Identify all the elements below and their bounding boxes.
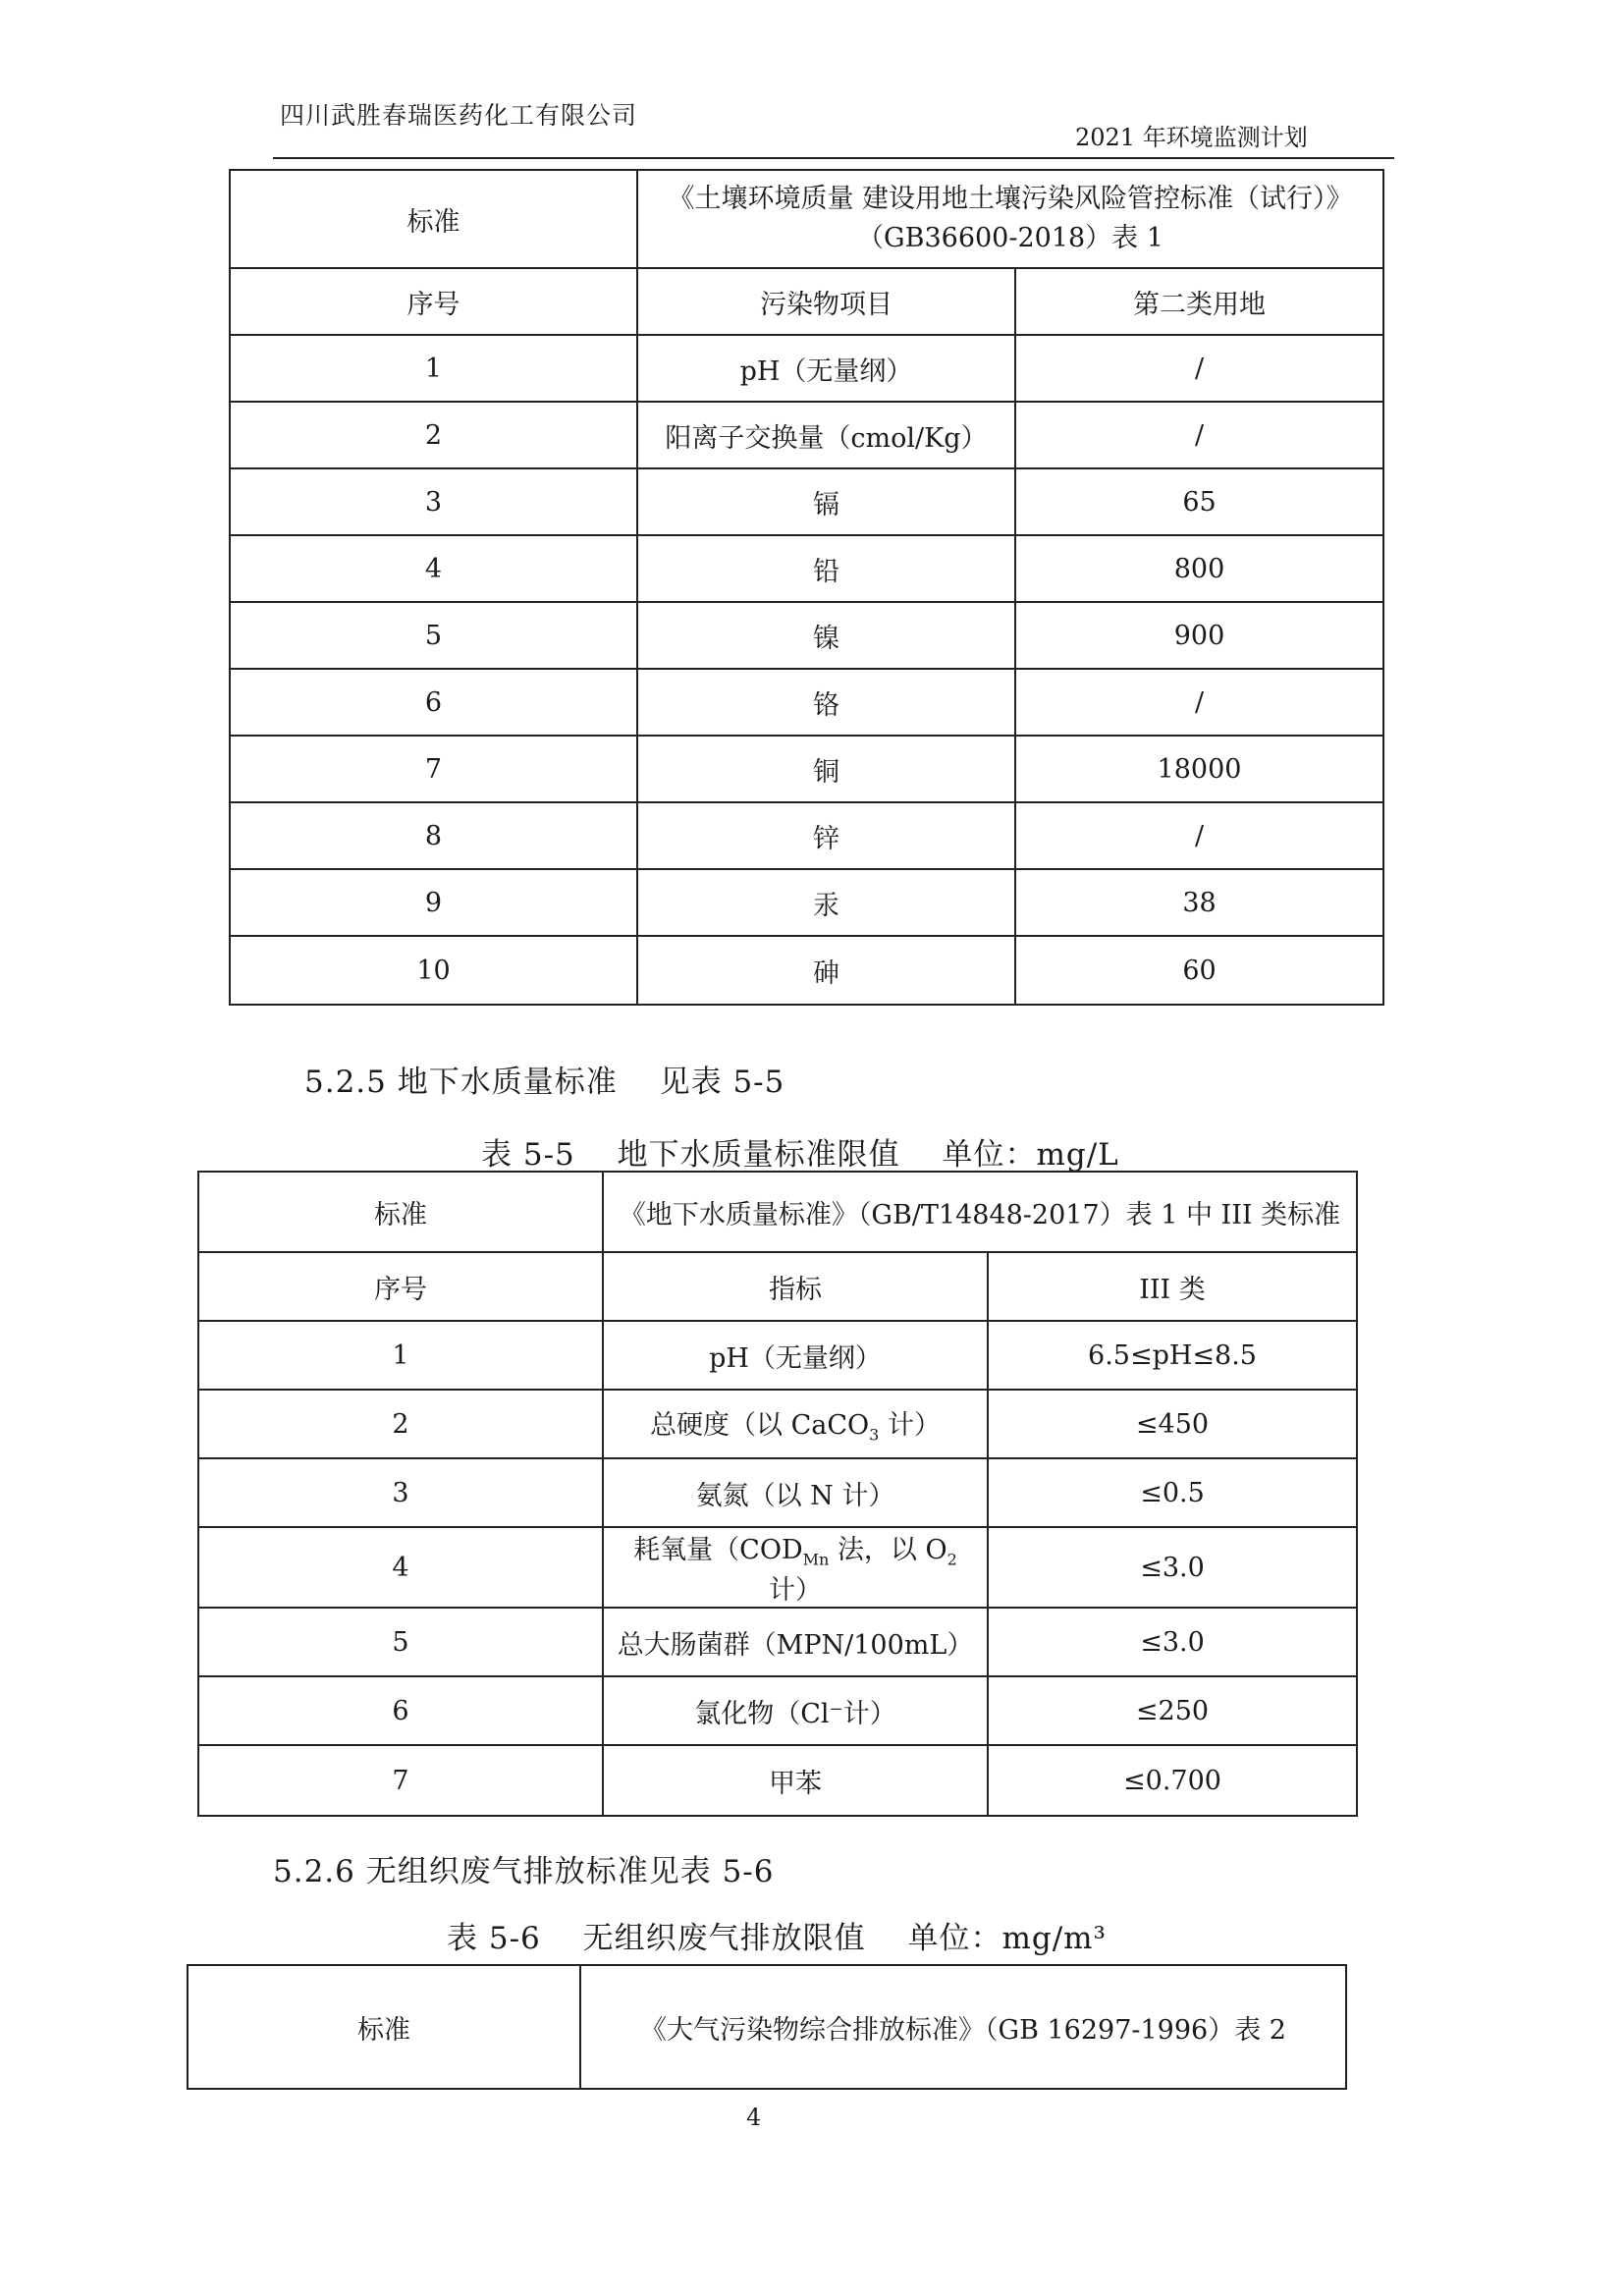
- row-value: 6.5≤pH≤8.5: [988, 1321, 1357, 1390]
- table-row: [230, 602, 1383, 669]
- standard-label: 标准: [230, 170, 637, 268]
- column-header-item: 指标: [603, 1252, 988, 1321]
- row-no: 3: [230, 468, 637, 535]
- table-row: [230, 170, 1383, 268]
- soil-standard-table: [229, 169, 1384, 1006]
- row-value: /: [1015, 335, 1383, 402]
- column-header-value: 第二类用地: [1015, 268, 1383, 335]
- standard-text: 《大气污染物综合排放标准》（GB 16297-1996）表 2: [580, 1965, 1346, 2089]
- table-row: [198, 1172, 1357, 1252]
- row-value: 65: [1015, 468, 1383, 535]
- header-plan-title: 2021 年环境监测计划: [1075, 124, 1308, 151]
- table-caption-5-5: 表 5-5 地下水质量标准限值 单位：mg/L: [481, 1137, 1119, 1173]
- row-value: /: [1015, 402, 1383, 468]
- table-row: [230, 468, 1383, 535]
- row-item: 甲苯: [603, 1745, 988, 1816]
- row-item: 镉: [637, 468, 1015, 535]
- section-heading-5-2-5: 5.2.5 地下水质量标准 见表 5-5: [304, 1065, 785, 1100]
- row-item: 砷: [637, 936, 1015, 1005]
- column-header-no: 序号: [230, 268, 637, 335]
- row-no: 1: [198, 1321, 603, 1390]
- row-value: 60: [1015, 936, 1383, 1005]
- row-item: 氯化物（Cl⁻计）: [603, 1676, 988, 1745]
- table-row: [230, 936, 1383, 1005]
- table-row: [230, 335, 1383, 402]
- row-value: ≤0.700: [988, 1745, 1357, 1816]
- table-row: [198, 1608, 1357, 1676]
- table-row: [230, 802, 1383, 869]
- row-no: 1: [230, 335, 637, 402]
- row-item: 铬: [637, 669, 1015, 736]
- row-no: 4: [230, 535, 637, 602]
- column-header-item: 污染物项目: [637, 268, 1015, 335]
- table-row: [198, 1676, 1357, 1745]
- row-item: 耗氧量（$COD_{Mn}$ 法，以 $O_2$ 计）: [603, 1527, 988, 1608]
- row-value: ≤3.0: [988, 1608, 1357, 1676]
- table-row: [198, 1390, 1357, 1458]
- row-item: pH（无量纲）: [603, 1321, 988, 1390]
- row-value: 900: [1015, 602, 1383, 669]
- table-row: [198, 1527, 1357, 1608]
- standard-text: 《土壤环境质量 建设用地土壤污染风险管控标准（试行）》（GB36600-2018）表 1: [637, 170, 1383, 268]
- row-no: 8: [230, 802, 637, 869]
- column-header-value: III 类: [988, 1252, 1357, 1321]
- row-no: 6: [198, 1676, 603, 1745]
- row-item: 总大肠菌群（MPN/100mL）: [603, 1608, 988, 1676]
- row-no: 4: [198, 1527, 603, 1608]
- row-no: 9: [230, 869, 637, 936]
- table-row: [230, 402, 1383, 468]
- row-no: 2: [198, 1390, 603, 1458]
- row-value: 800: [1015, 535, 1383, 602]
- table-row: [198, 1321, 1357, 1390]
- standard-label: 标准: [198, 1172, 603, 1252]
- row-no: 5: [198, 1608, 603, 1676]
- row-no: 3: [198, 1458, 603, 1527]
- row-value: /: [1015, 802, 1383, 869]
- section-heading-5-2-6: 5.2.6 无组织废气排放标准见表 5-6: [273, 1854, 775, 1889]
- header-company: 四川武胜春瑞医药化工有限公司: [280, 101, 638, 130]
- air-emission-standard-table: [187, 1964, 1347, 2090]
- row-item: pH（无量纲）: [637, 335, 1015, 402]
- row-no: 10: [230, 936, 637, 1005]
- row-no: 7: [198, 1745, 603, 1816]
- groundwater-standard-table: [197, 1171, 1358, 1817]
- row-value: 18000: [1015, 736, 1383, 802]
- table-caption-5-6: 表 5-6 无组织废气排放限值 单位：mg/m³: [447, 1921, 1107, 1956]
- row-no: 5: [230, 602, 637, 669]
- row-item: 阳离子交换量（cmol/Kg）: [637, 402, 1015, 468]
- row-no: 6: [230, 669, 637, 736]
- row-value: ≤0.5: [988, 1458, 1357, 1527]
- table-row: [230, 736, 1383, 802]
- header-rule: [273, 157, 1394, 159]
- row-item: 氨氮（以 N 计）: [603, 1458, 988, 1527]
- row-item: 锌: [637, 802, 1015, 869]
- row-item: 汞: [637, 869, 1015, 936]
- row-value: 38: [1015, 869, 1383, 936]
- table-row: [230, 869, 1383, 936]
- row-item: 铜: [637, 736, 1015, 802]
- table-header-row: [230, 268, 1383, 335]
- row-item: 总硬度（以 CaCO$_3$ 计）: [603, 1390, 988, 1458]
- row-item: 铅: [637, 535, 1015, 602]
- row-no: 2: [230, 402, 637, 468]
- standard-label: 标准: [188, 1965, 580, 2089]
- standard-text: 《地下水质量标准》（GB/T14848-2017）表 1 中 III 类标准: [603, 1172, 1357, 1252]
- column-header-no: 序号: [198, 1252, 603, 1321]
- table-row: [230, 669, 1383, 736]
- page-number: 4: [746, 2104, 762, 2131]
- table-header-row: [198, 1252, 1357, 1321]
- row-value: ≤3.0: [988, 1527, 1357, 1608]
- row-value: /: [1015, 669, 1383, 736]
- table-row: [198, 1745, 1357, 1816]
- row-value: ≤250: [988, 1676, 1357, 1745]
- table-row: [230, 535, 1383, 602]
- row-item: 镍: [637, 602, 1015, 669]
- table-row: [188, 1965, 1346, 2089]
- row-no: 7: [230, 736, 637, 802]
- row-value: ≤450: [988, 1390, 1357, 1458]
- table-row: [198, 1458, 1357, 1527]
